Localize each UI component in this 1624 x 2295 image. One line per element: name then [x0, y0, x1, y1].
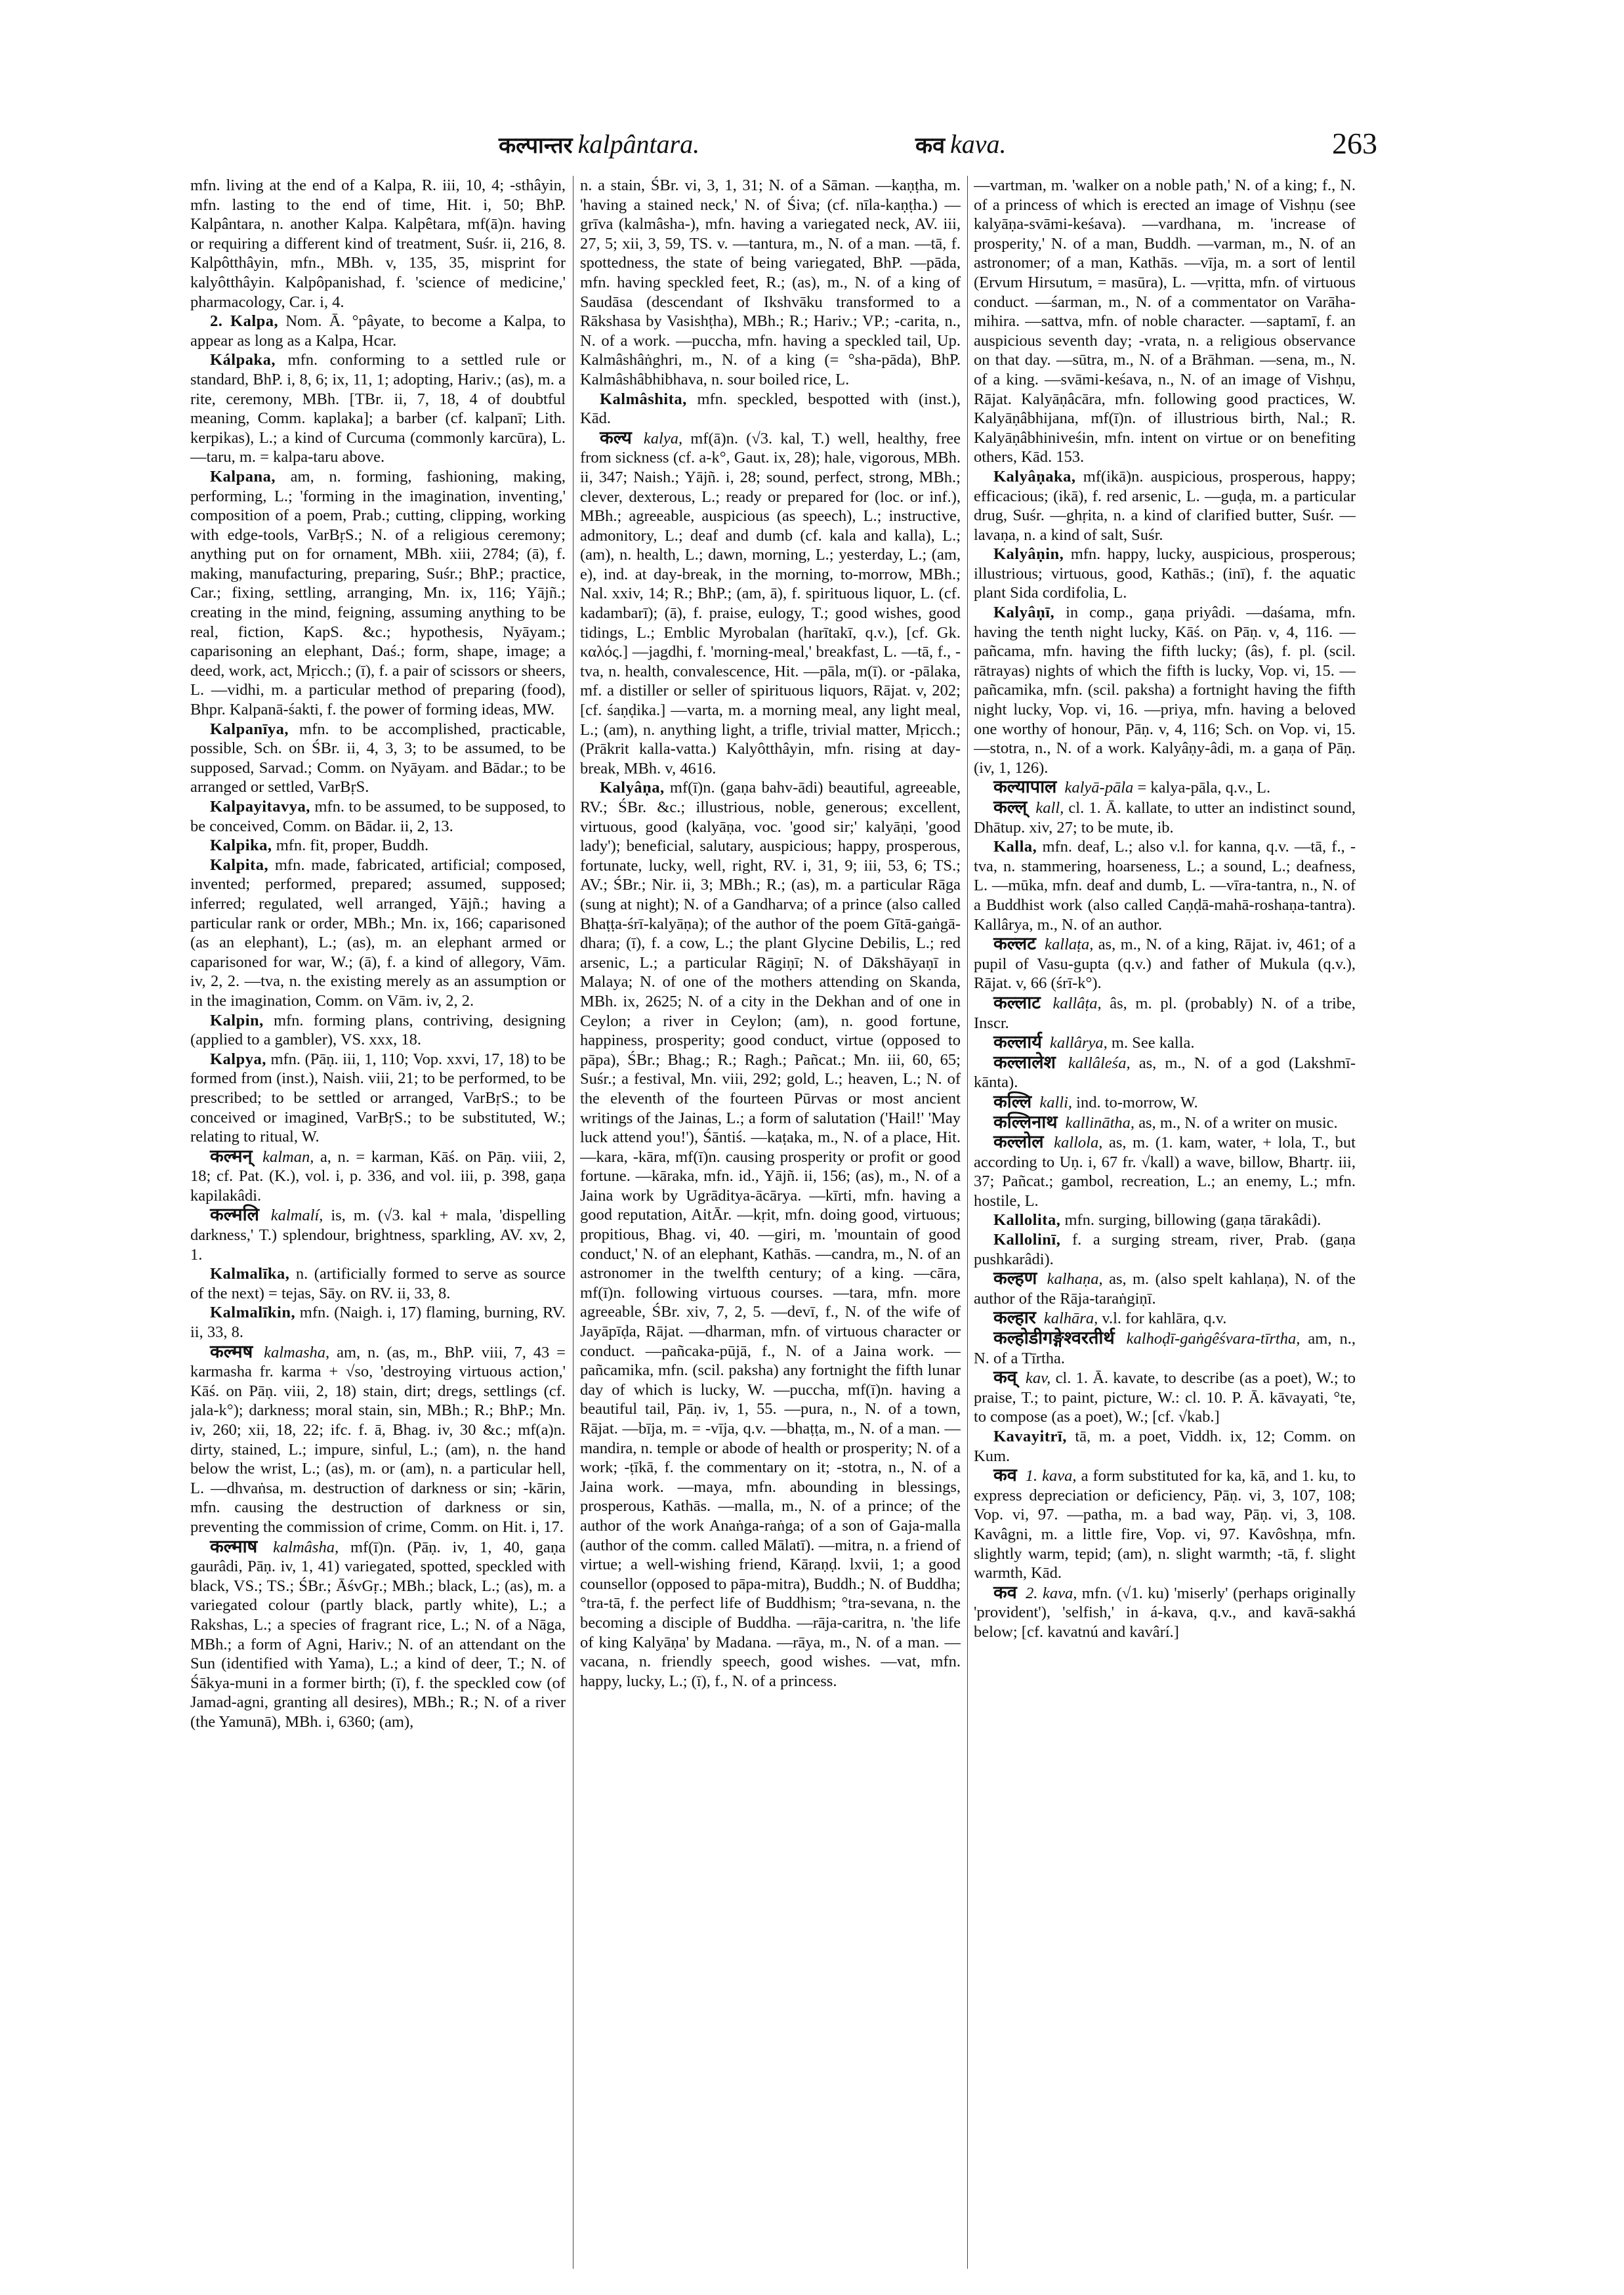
dictionary-entry — [974, 1368, 1356, 1427]
dictionary-entry — [190, 836, 566, 856]
entry-definition: tā, m. a poet, Viddh. ix, 12; Comm. on Kum. — [974, 1428, 1356, 1465]
entry-definition: ind. to-morrow, W. — [1076, 1093, 1198, 1111]
headword-devanagari: कव — [993, 1582, 1017, 1603]
column-3 — [974, 176, 1356, 2275]
dictionary-entry — [974, 1230, 1356, 1269]
headword: Kalpika, — [210, 837, 272, 855]
dictionary-entry — [190, 1011, 566, 1050]
headword-transliteration: kalmasha, — [264, 1343, 330, 1361]
headword: Kalmâshita, — [600, 390, 687, 408]
dictionary-entry — [974, 1132, 1356, 1210]
dictionary-entry — [190, 1303, 566, 1342]
headword-transliteration: kalman, — [262, 1148, 314, 1166]
dictionary-entry — [580, 176, 961, 390]
dictionary-entry — [190, 1264, 566, 1303]
entry-definition: m. See kalla. — [1111, 1034, 1195, 1052]
headword-transliteration: kalmâsha, — [273, 1538, 339, 1556]
dictionary-entry — [974, 1210, 1356, 1230]
dictionary-entry — [190, 1050, 566, 1147]
entry-definition: n. a stain, ŚBr. vi, 3, 1, 31; N. of a Sāman. —kaṇṭha, m. 'having a stained neck,' N. of Śiva; (cf. nīla-kaṇṭha.) —grīva (kalmâsha-), mfn. having a variegated neck, AV. iii, 27, 5; xii, 3, 59, TS. v. —tantura, m., N. of a man. —tā, f. spottedness, the state of being variegated, BhP. —pāda, mfn. having speckled feet, R.; (as), m., N. of a king of Saudāsa (descendant of Ikshvāku transformed to a Rākshasa by Vasishṭha), MBh.; R.; Hariv.; VP.; -carita, n., N. of a work. —puccha, mfn. having a speckled tail, Up. Kalmâshâṅghri, m., N. of a king (= °sha-pāda), BhP. Kalmâshâbhibhava, n. sour boiled rice, L. — [580, 176, 961, 388]
headword-transliteration: kallâṭa, — [1052, 994, 1102, 1012]
headword: Kalpanīya, — [210, 720, 289, 738]
headword-devanagari: कल्मलि — [210, 1205, 259, 1226]
entry-definition: mfn. forming plans, contriving, designing (applied to a gambler), VS. xxx, 18. — [190, 1011, 566, 1049]
headword-transliteration: kallola, — [1054, 1134, 1103, 1152]
entry-definition: mf(ā)n. (√3. kal, T.) well, healthy, free from sickness (cf. a-k°, Gaut. ix, 28); hale, vigorous, MBh. ii, 347; Naish.; Yājñ. i, 28; sound, perfect, strong, MBh.; clever, dexterous, L.; ready or prepared for (loc. or inf.), MBh.; agreeable, auspicious (as speech), L.; instructive, admonitory, L.; deaf and dumb (cf. kala and kalla), L.; (am), n. health, L.; dawn, morning, L.; yesterday, L.; (am, e), ind. at day-break, in the morning, to-morrow, MBh.; Nal. xxiv, 14; R.; BhP.; (am, ā), f. spirituous liquor, L. (cf. kadambarī); (ā), f. praise, eulogy, T.; good wishes, good tidings, L.; Emblic Myrobalan (harītakī, q.v.), [cf. Gk. καλός.] —jagdhi, f. 'morning-meal,' breakfast, L. —tā, f., -tva, n. health, convalescence, Hit. —pāla, m(ī). or -pālaka, mf. a distiller or seller of spirituous liquors, Rājat. v, 202; [cf. śaṇḍika.] —varta, m. a morning meal, any light meal, L.; (am), n. anything light, a trifle, trivial matter, Mṛicch.; (Prākrit kalla-vatta.) Kalyôtthâyin, mfn. rising at day-break, MBh. v, 4616. — [580, 429, 961, 777]
headword-devanagari: कल्मन् — [210, 1146, 253, 1167]
entry-definition: cl. 1. Ā. kallate, to utter an indistinct sound, Dhātup. xiv, 27; to be mute, ib. — [974, 799, 1356, 837]
headword: Kalla, — [993, 838, 1037, 856]
dictionary-entry — [974, 176, 1356, 467]
entry-definition: n. (artificially formed to serve as source of the next) = tejas, Sāy. on RV. ii, 33, 8. — [190, 1265, 566, 1302]
dictionary-entry — [974, 1092, 1356, 1113]
dictionary-entry — [190, 312, 566, 350]
headword-devanagari: कल्लोल — [993, 1132, 1044, 1153]
headword: Kalpin, — [210, 1011, 264, 1029]
headword-transliteration: kallârya, — [1050, 1034, 1108, 1052]
entry-definition: in comp., gaṇa priyâdi. —daśama, mfn. having the tenth night lucky, Kāś. on Pāṇ. v, 4, 116. —pañcama, mfn. having the fifth lucky; (âs), f. pl. (scil. rātrayas) nights of which the fifth is lucky, Vop. vi, 15. —pañcamika, mfn. (scil. paksha) a fortnight having the fifth night lucky, Vop. vi, 16. —priya, mfn. having a beloved one worthy of honour, Pāṇ. v, 4, 116; Sch. on Vop. vi, 15. —stotra, n., N. of a work. Kalyâṇy-âdi, m. a gaṇa of Pāṇ. (iv, 1, 126). — [974, 604, 1356, 777]
entry-definition: is, m. (√3. kal + mala, 'dispelling darkness,' T.) splendour, brightness, sparkling, AV. xv, 2, 1. — [190, 1207, 566, 1264]
headword: Kallolita, — [993, 1211, 1061, 1230]
dictionary-entry — [974, 467, 1356, 545]
dictionary-entry — [974, 934, 1356, 993]
headword: Kalpya, — [210, 1050, 266, 1068]
dictionary-entry — [974, 837, 1356, 934]
dictionary-entry — [974, 1427, 1356, 1466]
column-1 — [190, 176, 566, 2275]
headword-transliteration: kallinātha, — [1065, 1113, 1135, 1132]
entry-definition: mfn. (Pāṇ. iii, 1, 110; Vop. xxvi, 17, 18) to be formed from (inst.), Naish. viii, 21; to be performed, to be prescribed; to be settled or arranged, VarBṛS.; to be conceived or imagined, VarBṛS.; to be substituted, W.; relating to ritual, W. — [190, 1050, 566, 1146]
headword-transliteration: kalli, — [1039, 1093, 1073, 1111]
dictionary-entry — [974, 1583, 1356, 1642]
entry-definition: mfn. living at the end of a Kalpa, R. iii, 10, 4; -sthâyin, mfn. lasting to the end of time, Hit. i, 50; BhP. Kalpântara, n. another Kalpa. Kalpêtara, mf(ā)n. having or requiring a different kind of treatment, Suśr. ii, 216, 8. Kalpôtthâyin, mfn., MBh. v, 135, 35, misprint for kalyôtthâyin. Kalpôpanishad, f. 'science of medicine,' pharmacology, Car. i, 4. — [190, 176, 566, 311]
dictionary-entry — [974, 1329, 1356, 1368]
entry-definition: mfn. to be accomplished, practicable, possible, Sch. on ŚBr. ii, 4, 3, 3; to be assumed, to be supposed, Sarvad.; Comm. on Nyāyam. and Bādar.; to be arranged or settled, VarBṛS. — [190, 720, 566, 796]
entry-definition: as, m., N. of a writer on music. — [1138, 1113, 1338, 1132]
middle-running-head — [915, 129, 1007, 159]
headword-transliteration: kalhoḍī-gaṅgêśvara-tīrtha, — [1126, 1330, 1301, 1348]
entry-definition: mf(ī)n. (gaṇa bahv-ādi) beautiful, agreeable, RV.; ŚBr. &c.; illustrious, noble, generous; excellent, virtuous, good (kalyāṇa, voc. 'good sir;' kalyāṇi, 'good lady'); beneficial, salutary, auspicious; happy, prosperous, fortunate, lucky, well, right, RV. i, 31, 9; iii, 53, 6; TS.; AV.; ŚBr.; Nir. ii, 3; MBh.; R.; (as), m. a particular Rāga (sung at night); N. of a Gandharva; of a prince (also called Bhaṭṭa-śrī-kalyāṇa); of the author of the poem Gītā-gaṅgā-dhara; (ī), f. a cow, L.; the plant Glycine Debilis, L.; red arsenic, L.; a particular Rāgiṇī; N. of Dākshāyaṇī in Malaya; N. of one of the mothers attending on Skanda, MBh. ix, 2625; N. of a city in the Dekhan and of one in Ceylon; a river in Ceylon; (am), n. good fortune, happiness, prosperity; good conduct, virtue (opposed to pāpa), ŚBr.; Bhag.; R.; Ragh.; Pañcat.; Mn. iii, 60, 65; Suśr.; a festival, Mn. viii, 292; gold, L.; heaven, L.; N. of the eleventh of the fourteen Pūrvas or most ancient writings of the Jainas, L.; a form of salutation ('Hail!' 'May luck attend you!'), Śāntiś. —kaṭaka, m., N. of a place, Hit. —kara, -kāra, mf(ī)n. causing prosperity or profit or good fortune. —kāraka, mfn. id., Yājñ. ii, 156; (as), m., N. of a Jaina work by Ugrāditya-ācārya. —kīrti, mfn. having a good reputation, AitĀr. —kṛit, mfn. doing good, virtuous; propitious, Bhag. vi, 40. —giri, m. 'mountain of good conduct,' N. of an elephant, Kathās. —candra, m., N. of an astronomer in the twelfth century; of a king. —cāra, mf(ī)n. following virtuous courses. —tara, mfn. more agreeable, ŚBr. xiv, 7, 2, 5. —devī, f., N. of the wife of Jayāpīḍa, Rājat. —dharman, mfn. of virtuous character or conduct. —pañcaka-pūjā, f., N. of a Jaina work. —pañcamika, mfn. (scil. paksha) any fortnight the fifth lunar day of which is lucky, W. —puccha, mf(ī)n. having a beautiful tail, Pāṇ. iv, 1, 55. —pura, n., N. of a town, Rājat. —bīja, m. = -vīja, q.v. —bhaṭṭa, m., N. of a man. —mandira, n. temple or abode of health or prosperity; N. of a work; -ṭīkā, f. the commentary on it; -stotra, n., N. of a Jaina work. —maya, mfn. abounding in blessings, prosperous, Kathās. —malla, m., N. of a prince; of the author of the work Anaṅga-raṅga; of a son of Gaja-malla (author of the comm. called Mālatī). —mitra, n. a friend of virtue; a well-wishing friend, Kāraṇḍ. lxvii, 1; a good counsellor (opposed to pāpa-mitra), Buddh.; N. of Buddha; °tra-tā, f. the perfect life of Buddhism; °tra-sevana, n. the becoming a disciple of Buddha. —rāja-caritra, n. 'the life of king Kalyāṇa' by Madana. —rāya, m., N. of a man. —vacana, n. friendly speech, good wishes. —vat, mfn. happy, lucky, L.; (ī), f., N. of a princess. — [580, 779, 961, 1690]
entry-definition: f. a surging stream, river, Prab. (gaṇa pushkarâdi). — [974, 1231, 1356, 1268]
dictionary-entry — [580, 428, 961, 779]
page-number: 263 — [1332, 127, 1377, 160]
dictionary-entry — [974, 1466, 1356, 1583]
dictionary-entry — [190, 1205, 566, 1264]
headword: Kalmalīkin, — [210, 1304, 296, 1322]
entry-definition: Nom. Ā. °pâyate, to become a Kalpa, to appear as long as a Kalpa, Hcar. — [190, 312, 566, 350]
headword-transliteration: 1. kava, — [1025, 1467, 1077, 1485]
headword-devanagari: कल्हण — [993, 1268, 1037, 1289]
entry-definition: mfn. happy, lucky, auspicious, prosperous; illustrious; virtuous, good, Kathās.; (inī), f. the aquatic plant Sida cordifolia, L. — [974, 545, 1356, 602]
headword: Kalyâṇī, — [993, 604, 1055, 622]
headword: Kalyâṇa, — [600, 779, 665, 797]
headword-transliteration: kalmalí, — [270, 1207, 323, 1225]
entry-definition: v.l. for kahlāra, q.v. — [1102, 1310, 1227, 1328]
headword-transliteration: 2. kava, — [1026, 1584, 1077, 1602]
dictionary-entry — [190, 467, 566, 720]
headword-devanagari: कल्हार — [993, 1308, 1036, 1329]
column-divider — [967, 176, 968, 2269]
headword-devanagari: कल्लाट — [993, 992, 1041, 1013]
entry-definition: cl. 1. Ā. kavate, to describe (as a poet), W.; to praise, T.; to paint, picture, W.: cl. 10. P. Ā. kāvayati, °te, to compose (as a poet), W.; [cf. √kab.] — [974, 1369, 1356, 1426]
dictionary-entry — [974, 1113, 1356, 1133]
headword: Kálpaka, — [210, 351, 276, 369]
entry-definition: mf(ī)n. (Pāṇ. iv, 1, 40, gaṇa gaurâdi, Pāṇ. iv, 1, 41) variegated, spotted, speckled with black, VS.; TS.; ŚBr.; ĀśvGṛ.; MBh.; black, L.; (as), m. a variegated colour (partly black, partly white), L.; a Rakshas, L.; a species of fragrant rice, L.; N. of a Nāga, MBh.; a form of Agni, Hariv.; N. of an attendant on the Sun (identified with Yama), L.; a kind of deer, T.; N. of Śākya-muni in a former birth; (ī), f. the speckled cow (of Jamad-agni, granting all desires), MBh.; R.; N. of a river (the Yamunā), MBh. i, 6360; (am), — [190, 1538, 566, 1731]
entry-definition: as, m. (also spelt kahlaṇa), N. of the author of the Rāja-taraṅgiṇī. — [974, 1270, 1356, 1308]
entry-definition: as, m., N. of a king, Rājat. iv, 461; of a pupil of Vasu-gupta (q.v.) and father of Mukula (q.v.), Rājat. v, 66 (śrī-k°). — [974, 936, 1356, 993]
entry-definition: mfn. (Naigh. i, 17) flaming, burning, RV. ii, 33, 8. — [190, 1304, 566, 1342]
dictionary-entry — [190, 176, 566, 312]
dictionary-entry — [974, 1053, 1356, 1092]
headword: Kallolinī, — [993, 1231, 1061, 1249]
entry-definition: am, n. (as, m., BhP. viii, 7, 43 = karmasha fr. karma + √so, 'destroying virtuous action,' Kāś. on Pāṇ. viii, 2, 18) stain, dirt; dregs, settlings (cf. jala-k°); darkness; moral stain, sin, MBh.; R.; BhP.; Mn. iv, 260; xii, 18, 22; ifc. f. ā, Bhag. iv, 30 &c.; mf(a)n. dirty, stained, L.; impure, sinful, L.; (am), n. the hand below the wrist, L.; (as), m. or (am), n. a particular hell, L. —dhvaṅsa, m. destruction of darkness or sin; -kārin, mfn. causing the destruction of darkness or sin, preventing the commission of crime, Comm. on Hit. i, 17. — [190, 1343, 566, 1536]
headword: Kalmalīka, — [210, 1265, 290, 1283]
headword-devanagari: कल्लि — [993, 1091, 1032, 1112]
dictionary-entry — [190, 350, 566, 467]
headword-devanagari: कल्यापाल — [993, 777, 1057, 798]
headword-devanagari: कल्लट — [993, 934, 1036, 955]
headword-transliteration: kav, — [1026, 1369, 1051, 1388]
entry-definition: mfn. deaf, L.; also v.l. for kanna, q.v. —tā, f., -tva, n. stammering, hoarseness, L.; a sound, L.; deafness, L. —mūka, mfn. deaf and dumb, L. —vīra-tantra, n., N. of a Buddhist work (also called Caṇḍā-mahā-roshaṇa-tantra). Kallârya, m., N. of an author. — [974, 838, 1356, 934]
headword-transliteration: kalyā-pāla — [1064, 779, 1134, 797]
entry-definition: mfn. made, fabricated, artificial; composed, invented; performed, prepared; assumed, supposed; inferred; regulated, well arranged, Yājñ.; having a particular rank or order, MBh.; Mn. ix, 166; caparisoned (as an elephant), L.; (as), m. an elephant armed or caparisoned for war, W.; (ā), f. a kind of allegory, Vām. iv, 2, 2. —tva, n. the existing merely as an assumption or in the imagination, Comm. on Vām. iv, 2, 2. — [190, 856, 566, 1010]
entry-definition: mfn. speckled, bespotted with (inst.), Kād. — [580, 390, 961, 428]
entry-definition: mfn. to be assumed, to be supposed, to be conceived, Comm. on Bādar. ii, 2, 13. — [190, 798, 566, 835]
headword: Kalpita, — [210, 856, 269, 874]
dictionary-entry — [974, 1308, 1356, 1329]
headword-transliteration: kallaṭa, — [1045, 936, 1094, 954]
entry-definition: mfn. fit, proper, Buddh. — [276, 837, 429, 855]
headword-transliteration: kall, — [1035, 799, 1064, 817]
headword-transliteration: kalya, — [643, 429, 683, 447]
dictionary-entry — [974, 777, 1356, 798]
dictionary-entry — [974, 798, 1356, 837]
headword-devanagari: कव् — [993, 1367, 1017, 1388]
entry-definition: mf(ikā)n. auspicious, prosperous, happy; efficacious; (ikā), f. red arsenic, L. —guḍa, m. a particular drug, Suśr. —ghṛita, n. a kind of clarified butter, Suśr. —lavaṇa, n. a kind of salt, Suśr. — [974, 467, 1356, 544]
dictionary-entry — [190, 720, 566, 797]
headword: Kalyâṇin, — [993, 545, 1064, 564]
headword: Kalpana, — [210, 467, 276, 486]
dictionary-entry — [974, 545, 1356, 603]
middle-head-devanagari: कव — [915, 133, 946, 159]
entry-definition: âs, m. pl. (probably) N. of a tribe, Inscr. — [974, 994, 1356, 1032]
entry-definition: a form substituted for ka, kā, and 1. ku, to express depreciation or deficiency, Pāṇ. vi, 3, 107, 108; Vop. vi, 97. —patha, m. a bad way, Pāṇ. vi, 3, 108. Kavâgni, m. a little fire, Vop. vi, 97. Kavôshṇa, mfn. slightly warm, tepid; (am), n. slight warmth; -tā, f. slight warmth, Kād. — [974, 1467, 1356, 1582]
left-running-head — [499, 129, 699, 159]
headword: Kalyâṇaka, — [993, 467, 1076, 486]
entry-definition: mfn. (√1. ku) 'miserly' (perhaps originally 'provident'), 'selfish,' in á-kava, q.v., and kavā-sakhá below; [cf. kavatnú and kavârí.] — [974, 1584, 1356, 1641]
entry-definition: —vartman, m. 'walker on a noble path,' N. of a king; f., N. of a princess of which is erected an image of Vishṇu (see kalyāṇa-svāmi-keśava). —vardhana, m. 'increase of prosperity,' N. of a man, Buddh. —varman, m., N. of an astronomer; of a man, Kathās. —vīja, m. a sort of lentil (Ervum Hirsutum, = masūra), L. —vṛitta, mfn. of virtuous conduct. —śarman, m., N. of a commentator on Varāha-mihira. —sattva, mfn. of noble character. —saptamī, f. an auspicious seventh day; -vrata, n. a religious observance on that day. —sūtra, m., N. of a Brāhman. —sena, m., N. of a king. —svāmi-keśava, n., N. of an image of Vishṇu, Rājat. Kalyāṇâcāra, mfn. following good practices, W. Kalyāṇâbhijana, mf(ī)n. of illustrious birth, Nal.; R. Kalyāṇâbhiniveśin, mfn. intent on virtue or on benefiting others, Kād. 153. — [974, 176, 1356, 466]
entry-definition: mfn. surging, billowing (gaṇa tārakâdi). — [1064, 1211, 1322, 1230]
headword: Kalpayitavya, — [210, 798, 310, 816]
headword: Kavayitrī, — [993, 1428, 1067, 1445]
headword-devanagari: कल्माष — [210, 1536, 258, 1557]
headword-devanagari: कल्ल् — [993, 797, 1028, 817]
dictionary-entry — [974, 993, 1356, 1033]
headword-transliteration: kalhaṇa, — [1047, 1270, 1103, 1289]
entry-definition: am, n. forming, fashioning, making, performing, L.; 'forming in the imagination, inventing,' composition of a poem, Prab.; cutting, clipping, working with edge-tools, VarBṛS.; N. of a religious ceremony; anything put on for ornament, MBh. xiii, 2784; (ā), f. making, manufacturing, preparing, Suśr.; BhP.; practice, Car.; fixing, settling, arranging, Mn. ix, 116; Yājñ.; creating in the mind, feigning, assuming anything to be real, fiction, KapS. &c.; hypothesis, Nyāyam.; caparisoning an elephant, Daś.; form, shape, image; a deed, work, act, Mṛicch.; (ī), f. a pair of scissors or sheers, L. —vidhi, m. a particular method of preparing (food), Bhpr. Kalpanā-śakti, f. the power of forming ideas, MW. — [190, 467, 566, 719]
entry-definition: am, n., N. of a Tīrtha. — [974, 1330, 1356, 1367]
dictionary-entry — [190, 1342, 566, 1537]
headword-devanagari: कल्य — [600, 427, 632, 448]
dictionary-entry — [580, 390, 961, 428]
entry-definition: a, n. = karman, Kāś. on Pāṇ. viii, 2, 18; cf. Pat. (K.), vol. i, p. 336, and vol. iii, p. 398, gaṇa kapilakâdi. — [190, 1148, 566, 1205]
entry-definition: = kalya-pāla, q.v., L. — [1137, 779, 1271, 797]
entry-definition: mfn. conforming to a settled rule or standard, BhP. i, 8, 6; ix, 11, 1; adopting, Hariv.; (as), m. a rite, ceremony, MBh. [TBr. ii, 7, 18, 4 of doubtful meaning, Comm. kaplaka]; a barber (cf. kalpanī; Lith. kerpikas), L.; a kind of Curcuma (commonly karcūra), L. —taru, m. = kalpa-taru above. — [190, 351, 566, 466]
headword-transliteration: kalhāra, — [1043, 1310, 1098, 1328]
dictionary-entry — [974, 1269, 1356, 1308]
dictionary-entry — [190, 856, 566, 1011]
left-head-text: kalpântara. — [577, 129, 700, 159]
entry-definition: as, m., N. of a god (Lakshmī-kānta). — [974, 1054, 1356, 1092]
headword-devanagari: कल्लार्य — [993, 1032, 1042, 1053]
dictionary-entry — [190, 1537, 566, 1732]
headword-devanagari: कल्लालेश — [993, 1052, 1056, 1073]
headword: 2. Kalpa, — [210, 312, 279, 331]
dictionary-entry — [974, 603, 1356, 777]
column-2 — [580, 176, 961, 2275]
left-head-devanagari: कल्पान्तर — [499, 133, 573, 159]
headword-devanagari: कल्मष — [210, 1341, 253, 1362]
entry-definition: as, m. (1. kam, water, + lola, T., but according to Uṇ. i, 67 fr. √kall) a wave, billow, Bhartṛ. iii, 37; Pañcat.; gambol, recreation, L.; an enemy, L.; mfn. hostile, L. — [974, 1134, 1356, 1210]
dictionary-entry — [190, 1147, 566, 1206]
dictionary-entry — [580, 778, 961, 1691]
headword-devanagari: कल्लिनाथ — [993, 1111, 1058, 1132]
dictionary-entry — [190, 797, 566, 836]
headword-devanagari: कव — [993, 1465, 1017, 1486]
middle-head-text: kava. — [950, 129, 1007, 159]
dictionary-entry — [974, 1033, 1356, 1053]
headword-transliteration: kallâleśa, — [1068, 1054, 1131, 1072]
headword-devanagari: कल्होडीगङ्गेश्वरतीर्थ — [993, 1328, 1115, 1349]
